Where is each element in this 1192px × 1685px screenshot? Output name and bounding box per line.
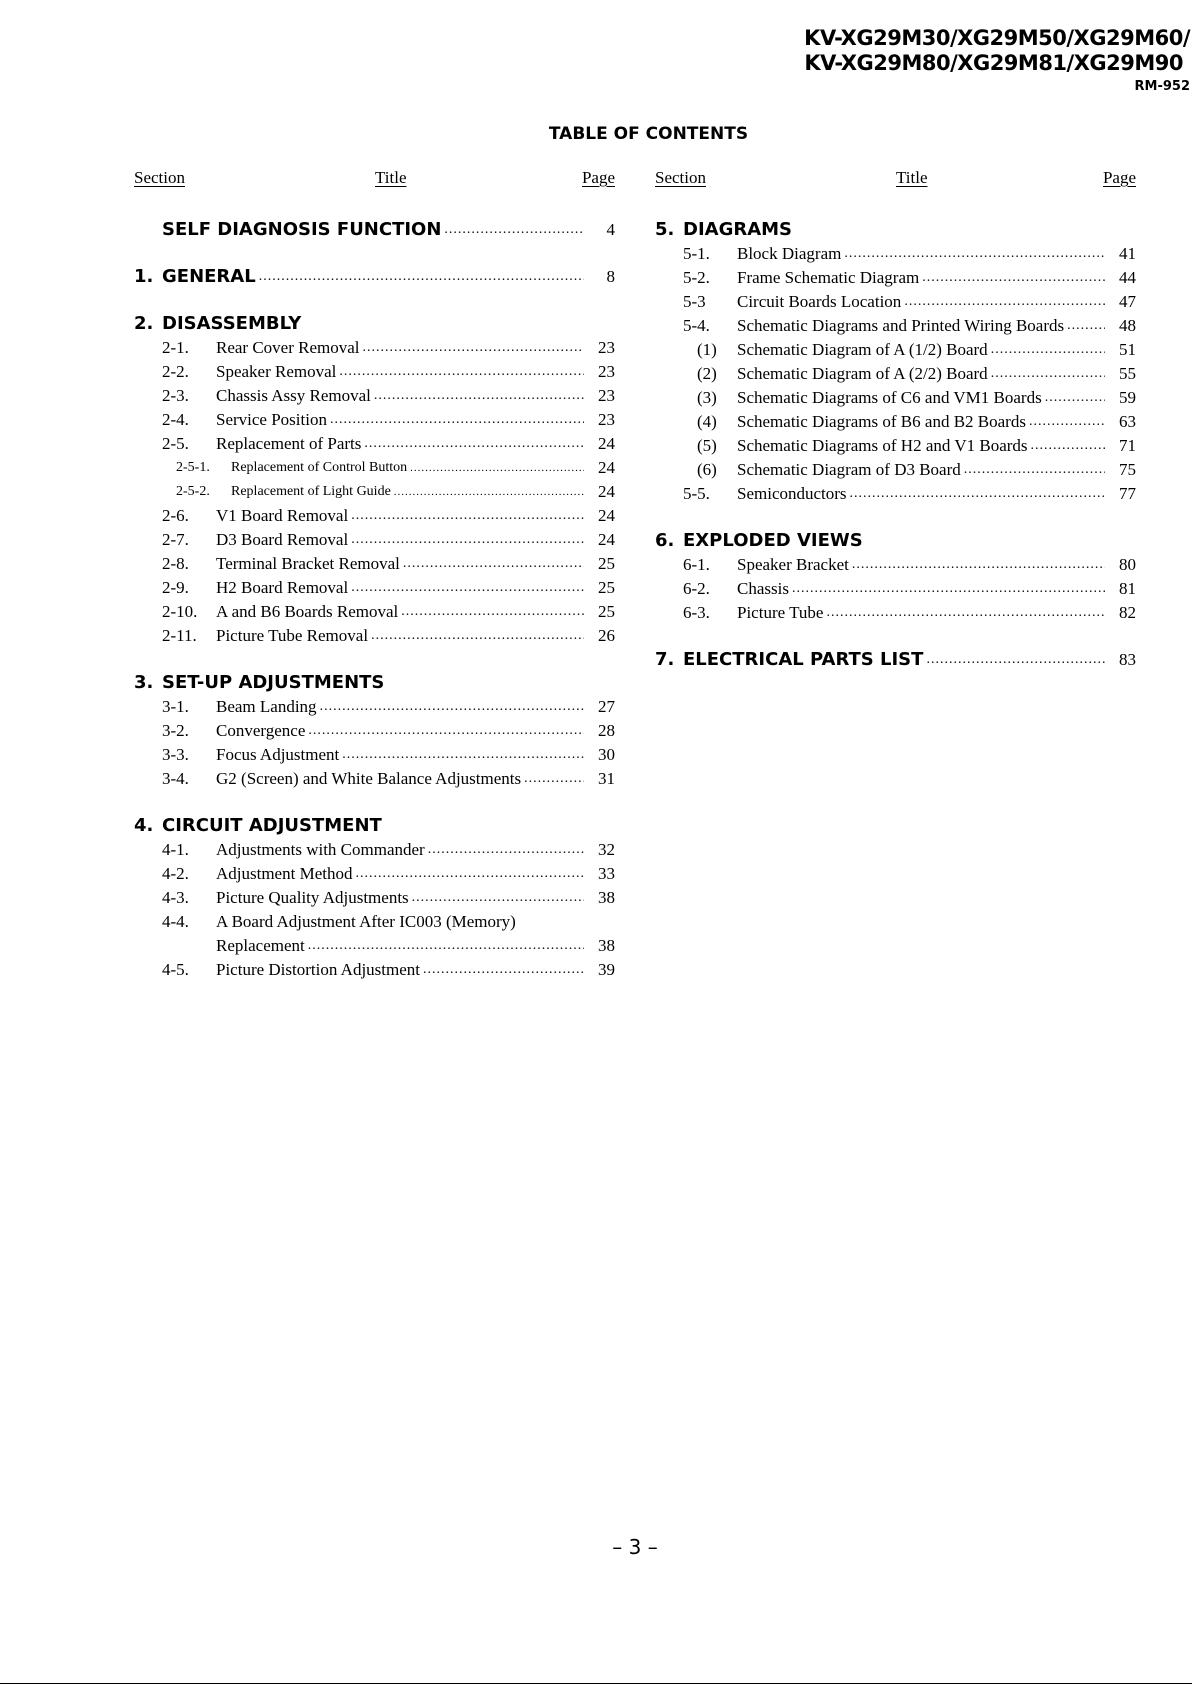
toc-entry-title-line	[737, 242, 1136, 266]
toc-entry-number: (6)	[697, 460, 717, 479]
toc-entry-title: Terminal Bracket Removal	[216, 554, 400, 573]
toc-entry-number: 2-10.	[162, 602, 198, 621]
toc-entry-page: 47	[1119, 292, 1136, 311]
toc-entry-title-line	[231, 456, 615, 480]
model-line-1: KV-XG29M30/XG29M50/XG29M60/	[804, 26, 1190, 50]
toc-entry-title-line	[737, 314, 1136, 338]
toc-entry-page: 39	[598, 960, 615, 979]
toc-entry-title: Adjustments with Commander	[216, 840, 425, 859]
toc-entry	[134, 814, 615, 838]
toc-entry-title: Replacement of Parts	[216, 434, 362, 453]
toc-entry-title: EXPLODED VIEWS	[683, 530, 863, 551]
dot-leader	[850, 482, 1105, 506]
toc-entry	[134, 265, 615, 289]
toc-entry	[655, 314, 1136, 338]
toc-entry-number: 2-5-1.	[176, 460, 210, 475]
dot-leader	[964, 458, 1105, 482]
toc-entry-title: SELF DIAGNOSIS FUNCTION	[162, 219, 442, 240]
toc-entry-number: 2.	[134, 313, 154, 334]
toc-entry-number: 5.	[655, 219, 675, 240]
toc-entry-title: Replacement of Light Guide	[231, 484, 391, 499]
toc-entry-title: Picture Tube	[737, 603, 824, 622]
page-number: – 3 –	[612, 1535, 658, 1559]
toc-entry-title-line	[216, 552, 615, 576]
toc-entry-number: (4)	[697, 412, 717, 431]
toc-entry-title-line	[216, 360, 615, 384]
toc-entry-title: Speaker Removal	[216, 362, 337, 381]
toc-entry-number: 2-9.	[162, 578, 189, 597]
dot-leader	[374, 384, 584, 408]
toc-entry-page: 77	[1119, 484, 1136, 503]
toc-entry-page: 25	[598, 602, 615, 621]
dot-leader	[355, 862, 584, 886]
dot-leader	[342, 743, 584, 767]
dot-leader	[308, 719, 584, 743]
toc-entry-page: 24	[598, 506, 615, 525]
toc-entry	[655, 601, 1136, 625]
toc-entry	[655, 648, 1136, 672]
toc-entry	[134, 910, 615, 934]
toc-entry-title-line	[683, 218, 1136, 242]
toc-entry	[134, 384, 615, 408]
toc-entry-number: 4-2.	[162, 864, 189, 883]
toc-entry	[655, 266, 1136, 290]
toc-entry-page: 41	[1119, 244, 1136, 263]
toc-entry-title: Picture Tube Removal	[216, 626, 369, 645]
toc-entry-page: 23	[598, 386, 615, 405]
toc-entry-title-line	[216, 336, 615, 360]
toc-entry-number: 4-3.	[162, 888, 189, 907]
toc-entry-number: 6.	[655, 530, 675, 551]
toc-entry	[134, 767, 615, 791]
dot-leader	[826, 601, 1105, 625]
toc-entry	[134, 336, 615, 360]
toc-entry	[134, 934, 615, 958]
toc-entry-number: 4.	[134, 815, 154, 836]
toc-entry-title: Replacement	[216, 936, 305, 955]
toc-entry-number: 5-5.	[683, 484, 710, 503]
dot-leader	[308, 934, 584, 958]
toc-entry-page: 4	[606, 220, 615, 239]
toc-entry-title: Replacement of Control Button	[231, 460, 408, 475]
toc-entry-number: 5-3	[683, 292, 706, 311]
toc-entry-title-line	[216, 886, 615, 910]
toc-entry-title-line	[216, 600, 615, 624]
toc-entry-number: (1)	[697, 340, 717, 359]
dot-leader	[991, 362, 1105, 386]
section-header: Section	[134, 168, 185, 187]
toc-entry	[134, 624, 615, 648]
dot-leader	[330, 408, 584, 432]
toc-entry-title: Chassis	[737, 579, 789, 598]
toc-entry-title: ELECTRICAL PARTS LIST	[683, 649, 924, 670]
toc-entry-number: 1.	[134, 266, 154, 287]
dot-leader	[524, 767, 584, 791]
toc-entry-page: 31	[598, 769, 615, 788]
toc-column-right	[655, 168, 1136, 672]
page-header: Page	[581, 168, 615, 187]
toc-entry-number: 2-5.	[162, 434, 189, 453]
dot-leader	[1031, 434, 1105, 458]
toc-entry	[134, 743, 615, 767]
toc-entry-title-line	[216, 934, 615, 958]
toc-entry-title-line	[737, 410, 1136, 434]
toc-entry	[655, 482, 1136, 506]
dot-leader	[259, 265, 584, 289]
toc-entry	[655, 218, 1136, 242]
page-title: TABLE OF CONTENTS	[548, 124, 749, 144]
toc-entry-title-line	[216, 624, 615, 648]
toc-entry-page: 24	[598, 458, 615, 477]
toc-entry-title: Focus Adjustment	[216, 745, 340, 764]
toc-entry-page: 24	[598, 434, 615, 453]
toc-entry-page: 59	[1119, 388, 1136, 407]
section-header: Section	[655, 168, 706, 187]
toc-entry-number: (3)	[697, 388, 717, 407]
dot-leader	[428, 838, 584, 862]
toc-entry-number: 3-1.	[162, 697, 189, 716]
toc-entry-title: H2 Board Removal	[216, 578, 349, 597]
model-line-2: KV-XG29M80/XG29M81/XG29M90	[804, 51, 1183, 75]
toc-entry-page: 23	[598, 410, 615, 429]
toc-column-left	[134, 168, 615, 982]
toc-entry-number: 2-6.	[162, 506, 189, 525]
toc-entry-title-line	[737, 362, 1136, 386]
toc-entry-title-line	[162, 218, 615, 242]
toc-entry-page: 23	[598, 338, 615, 357]
toc-entry-title-line	[737, 577, 1136, 601]
toc-entry-number: 3.	[134, 672, 154, 693]
toc-entry-number: 5-2.	[683, 268, 710, 287]
toc-entry-title: D3 Board Removal	[216, 530, 349, 549]
toc-entry-title-line	[216, 910, 615, 934]
toc-entry	[655, 434, 1136, 458]
page-header: Page	[1102, 168, 1136, 187]
toc-entry-number: 7.	[655, 649, 675, 670]
toc-entries-right	[655, 218, 1136, 672]
dot-leader	[410, 456, 584, 480]
toc-entry	[655, 290, 1136, 314]
toc-entry-title-line	[737, 266, 1136, 290]
toc-entry-title: A Board Adjustment After IC003 (Memory)	[216, 912, 516, 931]
toc-entry-title: Convergence	[216, 721, 306, 740]
title-header: Title	[896, 168, 928, 187]
dot-leader	[364, 432, 584, 456]
toc-entry	[655, 242, 1136, 266]
toc-entry-title: G2 (Screen) and White Balance Adjustments	[216, 769, 522, 788]
toc-entry-number: (5)	[697, 436, 717, 455]
toc-entry-page: 30	[598, 745, 615, 764]
title-header: Title	[375, 168, 407, 187]
toc-entry-title-line	[216, 767, 615, 791]
toc-entry-page: 51	[1119, 340, 1136, 359]
toc-entry-page: 26	[598, 626, 615, 645]
toc-entry	[134, 886, 615, 910]
toc-entry	[134, 408, 615, 432]
toc-entry-title-line	[737, 482, 1136, 506]
dot-leader	[922, 266, 1105, 290]
toc-entry	[134, 838, 615, 862]
dot-leader	[351, 528, 584, 552]
toc-entries-left	[134, 218, 615, 982]
toc-entry-number: 3-2.	[162, 721, 189, 740]
toc-entry-page: 63	[1119, 412, 1136, 431]
dot-leader	[904, 290, 1105, 314]
dot-leader	[1067, 314, 1105, 338]
toc-entry-number: 2-5-2.	[176, 484, 210, 499]
toc-entry	[134, 552, 615, 576]
toc-entry-page: 38	[598, 888, 615, 907]
toc-entry-title: Adjustment Method	[216, 864, 353, 883]
toc-entry-title-line	[737, 553, 1136, 577]
toc-entry-page: 25	[598, 554, 615, 573]
toc-entry-title-line	[216, 576, 615, 600]
toc-entry-title: V1 Board Removal	[216, 506, 349, 525]
dot-leader	[844, 242, 1105, 266]
toc-entry-page: 33	[598, 864, 615, 883]
toc-entry-title-line	[216, 862, 615, 886]
toc-entry-title-line	[216, 695, 615, 719]
toc-entry-title: Circuit Boards Location	[737, 292, 902, 311]
toc-entry-title-line	[737, 434, 1136, 458]
toc-entry-number: 6-3.	[683, 603, 710, 622]
toc-entry-title-line	[162, 265, 615, 289]
toc-entry-number: 5-4.	[683, 316, 710, 335]
dot-leader	[339, 360, 584, 384]
toc-entry-title-line	[216, 384, 615, 408]
toc-entry-number: (2)	[697, 364, 717, 383]
toc-entry-page: 44	[1119, 268, 1136, 287]
toc-entry-title-line	[737, 290, 1136, 314]
toc-entry-title-line	[683, 529, 1136, 553]
toc-entry	[134, 218, 615, 242]
dot-leader	[792, 577, 1105, 601]
toc-entry-page: 8	[606, 267, 615, 286]
toc-entry-title: GENERAL	[162, 266, 256, 287]
toc-entry-title: Service Position	[216, 410, 327, 429]
dot-leader	[403, 552, 584, 576]
toc-entry-number: 4-5.	[162, 960, 189, 979]
toc-entry-number: 2-1.	[162, 338, 189, 357]
toc-entry-title-line	[216, 719, 615, 743]
toc-entry-title: Frame Schematic Diagram	[737, 268, 920, 287]
dot-leader	[363, 336, 584, 360]
dot-leader	[401, 600, 584, 624]
toc-entry-page: 82	[1119, 603, 1136, 622]
toc-entry-page: 23	[598, 362, 615, 381]
toc-entry-page: 24	[598, 482, 615, 501]
toc-entry	[134, 576, 615, 600]
toc-entry-page: 32	[598, 840, 615, 859]
toc-entry	[134, 360, 615, 384]
dot-leader	[351, 504, 584, 528]
toc-entry	[134, 432, 615, 456]
toc-entry	[134, 504, 615, 528]
toc-entry-number: 4-4.	[162, 912, 189, 931]
toc-entry-title: Picture Quality Adjustments	[216, 888, 409, 907]
toc-entry-title-line	[162, 814, 615, 838]
toc-entry-title: Rear Cover Removal	[216, 338, 360, 357]
toc-entry	[134, 456, 615, 480]
dot-leader	[1045, 386, 1105, 410]
toc-entry-title-line	[737, 338, 1136, 362]
toc-entry	[655, 553, 1136, 577]
toc-entry-page: 27	[598, 697, 615, 716]
toc-entry-title: Schematic Diagrams of B6 and B2 Boards	[737, 412, 1026, 431]
toc-entry-number: 5-1.	[683, 244, 710, 263]
toc-entry-title: Schematic Diagram of D3 Board	[737, 460, 961, 479]
toc-entry-page: 83	[1119, 650, 1136, 669]
toc-entry-number: 2-7.	[162, 530, 189, 549]
toc-entry	[134, 480, 615, 504]
toc-entry	[134, 600, 615, 624]
toc-entry-number: 2-2.	[162, 362, 189, 381]
toc-entry-page: 71	[1119, 436, 1136, 455]
toc-entry	[655, 529, 1136, 553]
toc-entry-title-line	[216, 504, 615, 528]
dot-leader	[991, 338, 1105, 362]
dot-leader	[423, 958, 584, 982]
toc-entry-page: 75	[1119, 460, 1136, 479]
toc-entry-number: 2-4.	[162, 410, 189, 429]
toc-entry-page: 25	[598, 578, 615, 597]
dot-leader	[852, 553, 1105, 577]
toc-entry-page: 81	[1119, 579, 1136, 598]
toc-entry-title-line	[216, 743, 615, 767]
toc-entry-number: 2-8.	[162, 554, 189, 573]
dot-leader	[444, 218, 584, 242]
toc-entry	[655, 338, 1136, 362]
toc-entry	[655, 577, 1136, 601]
toc-entry-title-line	[216, 838, 615, 862]
toc-entry	[655, 362, 1136, 386]
toc-entry-title-line	[737, 386, 1136, 410]
dot-leader	[412, 886, 584, 910]
toc-entry-title-line	[216, 528, 615, 552]
toc-entry-title: Beam Landing	[216, 697, 317, 716]
toc-entry-number: 6-1.	[683, 555, 710, 574]
dot-leader	[371, 624, 584, 648]
toc-entry-title-line	[216, 958, 615, 982]
toc-entry-page: 55	[1119, 364, 1136, 383]
toc-entry-number: 2-3.	[162, 386, 189, 405]
toc-entry-title: Schematic Diagrams and Printed Wiring Boards	[737, 316, 1065, 335]
toc-entry-title: Chassis Assy Removal	[216, 386, 371, 405]
toc-entry-title-line	[737, 458, 1136, 482]
toc-entry	[655, 386, 1136, 410]
toc-entry	[134, 695, 615, 719]
toc-entry	[655, 458, 1136, 482]
dot-leader	[351, 576, 584, 600]
toc-entry	[134, 958, 615, 982]
toc-entry-title-line	[216, 432, 615, 456]
toc-entry-title: Block Diagram	[737, 244, 842, 263]
column-headers	[655, 168, 1136, 188]
toc-entry-title: SET-UP ADJUSTMENTS	[162, 672, 385, 693]
toc-entry-title-line	[737, 601, 1136, 625]
toc-entry	[655, 410, 1136, 434]
toc-entry-page: 28	[598, 721, 615, 740]
dot-leader	[1029, 410, 1105, 434]
toc-entry-page: 24	[598, 530, 615, 549]
toc-entry-title-line	[231, 480, 615, 504]
toc-entry-title: DIAGRAMS	[683, 219, 793, 240]
toc-entry	[134, 671, 615, 695]
toc-entry-number: 6-2.	[683, 579, 710, 598]
dot-leader	[926, 648, 1105, 672]
toc-entry	[134, 862, 615, 886]
toc-entry-title: Speaker Bracket	[737, 555, 849, 574]
toc-entry-title: Picture Distortion Adjustment	[216, 960, 420, 979]
toc-entry-number: 4-1.	[162, 840, 189, 859]
toc-entry	[134, 719, 615, 743]
toc-entry-title-line	[162, 671, 615, 695]
toc-entry-page: 38	[598, 936, 615, 955]
toc-entry	[134, 312, 615, 336]
toc-entry-title: Schematic Diagram of A (2/2) Board	[737, 364, 988, 383]
toc-entry-title-line	[683, 648, 1136, 672]
column-headers	[134, 168, 615, 188]
toc-entry-title: Schematic Diagrams of H2 and V1 Boards	[737, 436, 1028, 455]
dot-leader	[394, 480, 584, 504]
toc-entry-title: DISASSEMBLY	[162, 313, 302, 334]
remote-model: RM-952	[1134, 79, 1190, 94]
toc-entry-number: 3-4.	[162, 769, 189, 788]
toc-entry-title: CIRCUIT ADJUSTMENT	[162, 815, 382, 836]
toc-entry-title: Schematic Diagrams of C6 and VM1 Boards	[737, 388, 1042, 407]
toc-entry-page: 48	[1119, 316, 1136, 335]
toc-entry-page: 80	[1119, 555, 1136, 574]
toc-entry-title: A and B6 Boards Removal	[216, 602, 399, 621]
toc-entry-title-line	[162, 312, 615, 336]
toc-entry	[134, 528, 615, 552]
bottom-rule	[0, 1683, 1192, 1684]
toc-entry-title: Semiconductors	[737, 484, 847, 503]
toc-entry-number: 3-3.	[162, 745, 189, 764]
toc-entry-number: 2-11.	[162, 626, 197, 645]
toc-entry-title: Schematic Diagram of A (1/2) Board	[737, 340, 988, 359]
dot-leader	[320, 695, 584, 719]
toc-entry-title-line	[216, 408, 615, 432]
